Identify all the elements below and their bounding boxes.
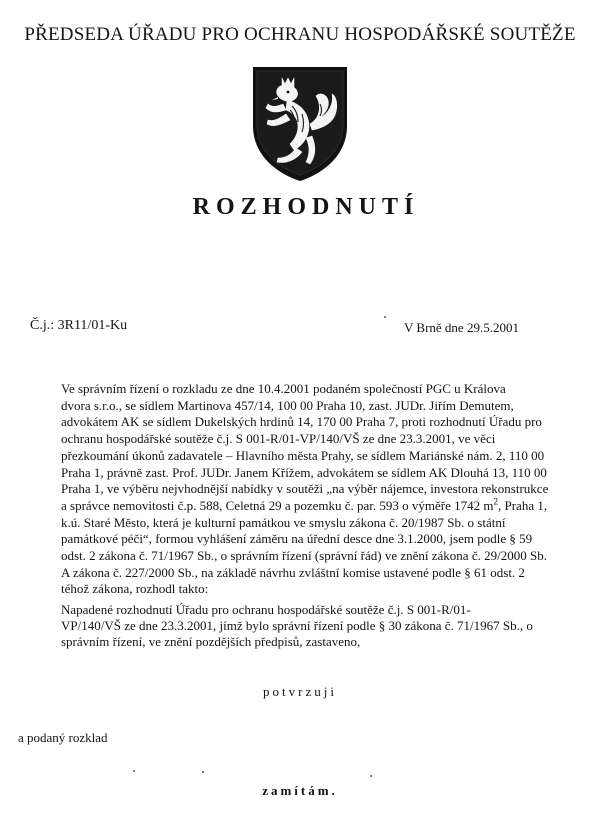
area-text: a správce nemovitosti č.p. 588, Celetná 29 a pozemku č. par. 593 o výměře 1742 m xyxy=(61,497,494,513)
scan-speck xyxy=(384,316,386,318)
contested-decision-paragraph xyxy=(61,602,558,650)
paragraph-line: téhož zákona, rozhodl takto: xyxy=(61,581,209,597)
document-title: ROZHODNUTÍ xyxy=(192,194,420,220)
paragraph-line: přezkoumání úkonů zadavatele – Hlavního města Prahy, se sídlem Mariánské nám. 2, 110 00 xyxy=(61,447,545,463)
issuing-authority: PŘEDSEDA ÚŘADU PRO OCHRANU HOSPODÁŘSKÉ SOUTĚŽE xyxy=(24,24,576,45)
paragraph-line: ochranu hospodářské soutěže č.j. S 001-R/01-VP/140/VŠ ze dne 23.3.2001, ve věci xyxy=(61,431,496,447)
reference-number: Č.j.: 3R11/01-Ku xyxy=(30,318,128,333)
paragraph-line: dvora s.r.o., se sídlem Martinova 457/14, 100 00 Praha 10, zast. JUDr. Jiřím Demutem, xyxy=(61,397,514,413)
paragraph-line: A zákona č. 227/2000 Sb., na základě návrhu zvláštní komise ustavené podle § 61 odst. 2 xyxy=(61,564,525,580)
paragraph-line: Napadené rozhodnutí Úřadu pro ochranu hospodářské soutěže č.j. S 001-R/01- xyxy=(61,602,471,617)
verdict-confirm: potvrzuji xyxy=(263,684,337,699)
scan-speck xyxy=(202,771,204,773)
area-tail: , Praha 1, xyxy=(498,497,548,513)
paragraph-line: Praha 1, právně zast. Prof. JUDr. Janem Křížem, advokátem se sídlem AK Dlouhá 13, 110 00 xyxy=(61,464,547,480)
paragraph-line: VP/140/VŠ ze dne 23.3.2001, jímž bylo správní řízení podle § 30 zákona č. 71/1967 Sb., o xyxy=(61,618,533,633)
paragraph-line: advokátem AK se sídlem Dukelských hrdinů 14, 170 00 Praha 7, proti rozhodnutí Úřadu pro xyxy=(61,414,542,430)
paragraph-line: odst. 2 zákona č. 71/1967 Sb., o správním řízení (správní řád) ve znění zákona č. 29/2000 Sb. xyxy=(61,548,547,564)
paragraph-line: k.ú. Staré Město, která je kulturní památkou ve smyslu zákona č. 20/1987 Sb. o státní xyxy=(61,514,506,530)
verdict-reject: zamítám. xyxy=(262,783,338,798)
appeal-text: a podaný rozklad xyxy=(18,730,108,745)
paragraph-line: Ve správním řízení o rozkladu ze dne 10.4.2001 podaném společností PGC u Králova xyxy=(61,381,506,396)
paragraph-line: správním řízení, ve znění pozdějších předpisů, zastaveno, xyxy=(61,634,361,649)
decision-preamble-paragraph xyxy=(61,381,558,598)
paragraph-line: Praha 1, ve výběru nejvhodnější nabídky v soutěži „na výběr nájemce, investora rekonstrukce xyxy=(61,481,549,497)
czech-lion-coat-of-arms-icon xyxy=(250,64,350,184)
scan-speck xyxy=(370,775,372,777)
place-and-date: V Brně dne 29.5.2001 xyxy=(404,320,519,335)
scan-speck xyxy=(133,770,135,772)
paragraph-line-area xyxy=(61,498,558,515)
area-superscript: 2 xyxy=(493,496,498,507)
paragraph-line: památkové péči“, formou vyhlášení záměru na úřední desce dne 3.1.2000, jsem podle § 59 xyxy=(61,531,533,547)
